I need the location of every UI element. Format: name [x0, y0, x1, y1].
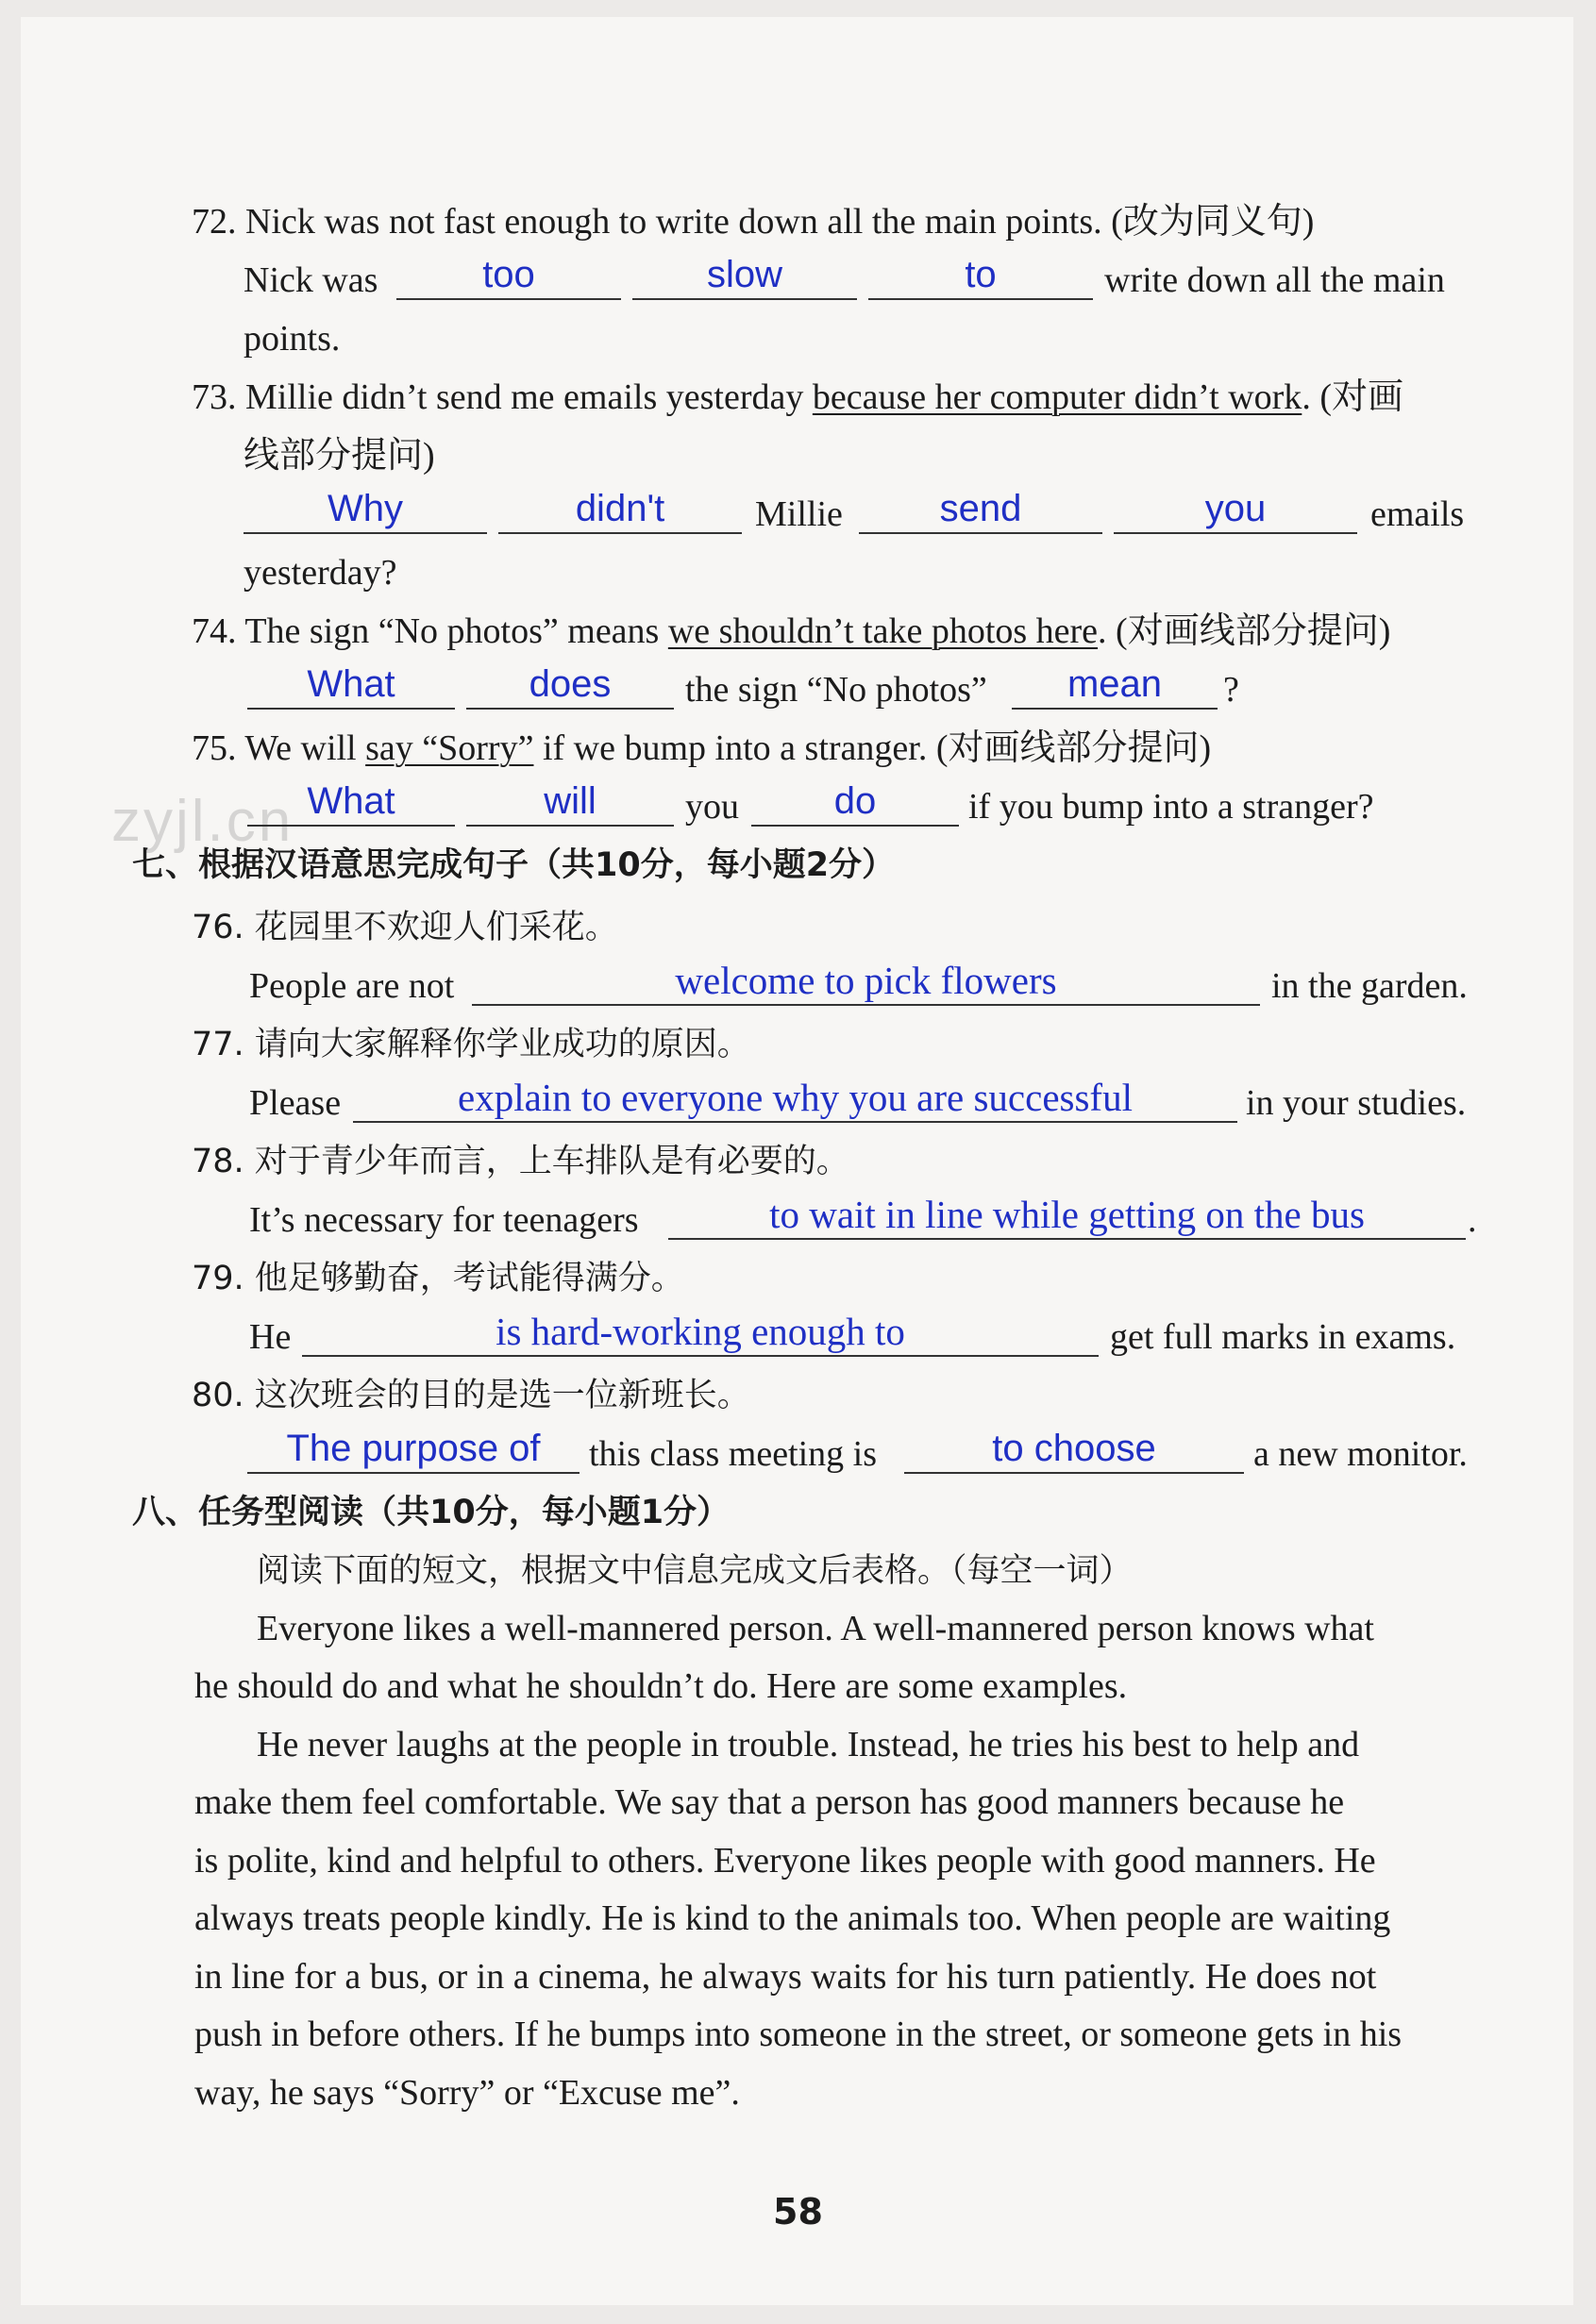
- page-number: 58: [773, 2191, 823, 2232]
- q80-blank-2: [904, 1428, 1244, 1474]
- passage-line-8: push in before others. If he bumps into someone in the street, or someone gets in his: [194, 2015, 1403, 2054]
- q72-continuation: points.: [244, 319, 341, 359]
- q75-answer-3: do: [833, 780, 877, 822]
- q75-answer-2: will: [544, 780, 596, 822]
- q79-stem: 79. 他足够勤奋，考试能得满分。: [192, 1260, 684, 1297]
- q72-blank-1: [396, 254, 621, 300]
- q80-blank-1: [247, 1428, 580, 1474]
- q73-stem-line2: 线部分提问): [244, 436, 435, 476]
- q77-prefix: Please: [249, 1083, 342, 1123]
- q72-blank-3: [868, 254, 1093, 300]
- watermark: zyjl.cn: [111, 789, 294, 854]
- passage-line-9: way, he says “Sorry” or “Excuse me”.: [194, 2073, 740, 2113]
- q72-stem: 72. Nick was not fast enough to write down all the main points. (改为同义句): [192, 202, 1315, 242]
- q76-stem: 76. 花园里不欢迎人们采花。: [192, 909, 618, 946]
- q74-blank-1: [247, 663, 455, 710]
- q74-blank-2: [466, 663, 674, 710]
- q74-answer-3: mean: [1067, 663, 1163, 705]
- q78-prefix: It’s necessary for teenagers: [249, 1200, 639, 1240]
- q73-answer-3: send: [939, 488, 1022, 529]
- q75-answer-1: What: [307, 780, 395, 822]
- q73-blank-1: [244, 488, 487, 534]
- q74-blank-3: [1012, 663, 1218, 710]
- q72-answer-1: too: [482, 254, 535, 295]
- q80-answer-1: The purpose of: [286, 1428, 541, 1469]
- q76-answer: welcome to pick flowers: [675, 959, 1057, 1002]
- passage-line-4: make them feel comfortable. We say that a person has good manners because he: [194, 1782, 1345, 1822]
- q79-suffix: get full marks in exams.: [1110, 1317, 1456, 1357]
- q77-answer: explain to everyone why you are successful: [458, 1076, 1133, 1119]
- q74-mid: the sign “No photos”: [685, 670, 987, 710]
- q75-stem-post: if we bump into a stranger. (对画线部分提问): [533, 728, 1212, 768]
- q77-suffix: in your studies.: [1246, 1083, 1467, 1123]
- q78-answer: to wait in line while getting on the bus: [769, 1193, 1365, 1236]
- section-7-heading: 七、根据汉语意思完成句子（共10分，每小题2分）: [132, 846, 896, 884]
- q78-suffix: .: [1468, 1200, 1477, 1240]
- q73-mid: Millie: [755, 494, 843, 534]
- q79-answer: is hard-working enough to: [496, 1310, 905, 1353]
- passage-line-1: Everyone likes a well-mannered person. A well-mannered person knows what: [257, 1609, 1374, 1648]
- q75-blank-1: [247, 780, 455, 827]
- q73-blank-2: [498, 488, 742, 534]
- q73-answer-4: you: [1204, 488, 1267, 529]
- q74-answer-1: What: [307, 663, 395, 705]
- q74-stem-pre: 74. The sign “No photos” means: [192, 611, 668, 651]
- section-8-instruction: 阅读下面的短文，根据文中信息完成文后表格。（每空一词）: [257, 1552, 1133, 1590]
- passage-line-7: in line for a bus, or in a cinema, he always waits for his turn patiently. He does not: [194, 1957, 1377, 1997]
- q77-blank: [353, 1076, 1237, 1123]
- passage-line-3: He never laughs at the people in trouble. Instead, he tries his best to help and: [257, 1725, 1360, 1764]
- q72-suffix: write down all the main: [1104, 260, 1445, 300]
- q74-answer-2: does: [529, 663, 612, 705]
- q79-prefix: He: [249, 1317, 292, 1357]
- passage-line-2: he should do and what he shouldn’t do. Here are some examples.: [194, 1666, 1128, 1706]
- q80-answer-2: to choose: [992, 1428, 1156, 1469]
- q78-blank: [668, 1193, 1466, 1240]
- q76-blank: [472, 959, 1260, 1006]
- q73-stem: [192, 376, 1403, 419]
- q73-answer-2: didn't: [575, 488, 665, 529]
- q72-prefix: Nick was: [244, 260, 378, 300]
- q72-answer-3: to: [965, 254, 997, 295]
- q73-blank-3: [859, 488, 1102, 534]
- q76-suffix: in the garden.: [1271, 966, 1468, 1006]
- q73-stem-pre: 73. Millie didn’t send me emails yesterday: [192, 377, 813, 417]
- q73-underlined: because her computer didn’t work: [812, 377, 1302, 417]
- section-8-heading: 八、任务型阅读（共10分，每小题1分）: [132, 1494, 731, 1531]
- q73-suffix: emails: [1370, 494, 1465, 534]
- q72-blank-2: [632, 254, 857, 300]
- q76-prefix: People are not: [249, 966, 455, 1006]
- q80-mid: this class meeting is: [589, 1434, 878, 1474]
- passage-line-5: is polite, kind and helpful to others. Everyone likes people with good manners. He: [194, 1841, 1376, 1881]
- q74-stem-post: . (对画线部分提问): [1098, 611, 1391, 651]
- q75-mid: you: [685, 787, 739, 827]
- q78-stem: 78. 对于青少年而言，上车排队是有必要的。: [192, 1143, 849, 1180]
- q73-answer-1: Why: [328, 488, 403, 529]
- q74-suffix: ?: [1223, 670, 1239, 710]
- q80-suffix: a new monitor.: [1253, 1434, 1468, 1474]
- q73-blank-4: [1114, 488, 1357, 534]
- q74-stem: [192, 610, 1390, 653]
- q80-stem: 80. 这次班会的目的是选一位新班长。: [192, 1377, 750, 1414]
- q75-stem: [192, 727, 1211, 770]
- q75-underlined: say “Sorry”: [365, 728, 534, 768]
- q72-answer-2: slow: [706, 254, 783, 295]
- q77-stem: 77. 请向大家解释你学业成功的原因。: [192, 1026, 750, 1063]
- q73-continuation: yesterday?: [244, 553, 397, 593]
- q74-underlined: we shouldn’t take photos here: [667, 611, 1099, 651]
- q75-blank-3: [751, 780, 959, 827]
- passage-line-6: always treats people kindly. He is kind to the animals too. When people are waiting: [194, 1898, 1391, 1938]
- q75-suffix: if you bump into a stranger?: [968, 787, 1374, 827]
- q75-blank-2: [466, 780, 674, 827]
- q75-stem-pre: 75. We will: [192, 728, 366, 768]
- q79-blank: [302, 1310, 1099, 1357]
- q73-stem-post: . (对画: [1302, 377, 1403, 417]
